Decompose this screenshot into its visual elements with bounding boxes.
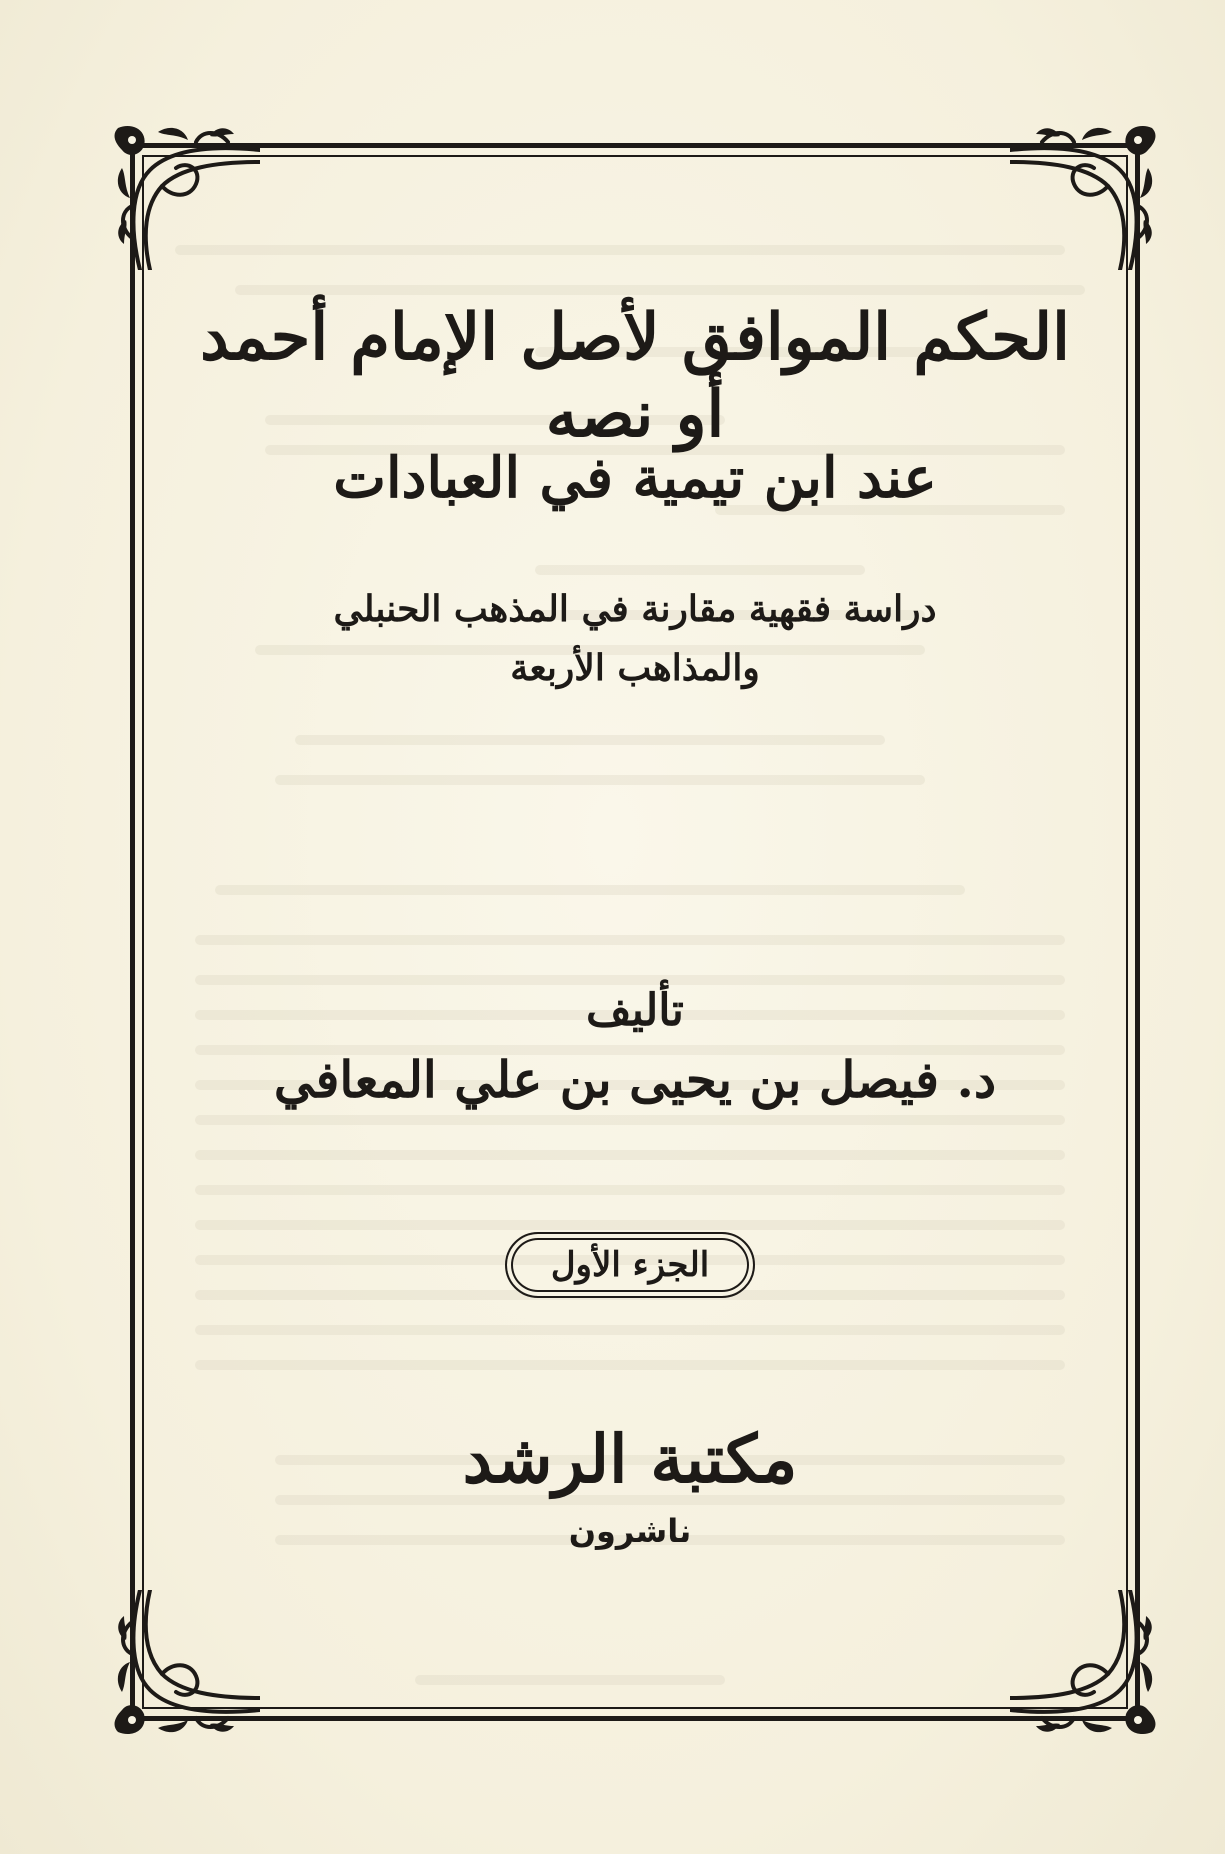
book-title: الحكم الموافق لأصل الإمام أحمد أو نصه [200,300,1070,452]
floral-corner-icon [110,1590,260,1740]
floral-corner-icon [110,120,260,270]
study-description [170,580,1100,699]
book-subtitle: عند ابن تيمية في العبادات [333,445,937,511]
author-name: د. فيصل بن يحيى بن علي المعافي [273,1050,997,1109]
study-line-2: والمذاهب الأربعة [510,647,760,690]
floral-corner-icon [1010,1590,1160,1740]
study-line-1: دراسة فقهية مقارنة في المذهب الحنبلي [333,588,937,630]
author-label: تأليف [586,985,684,1036]
volume-badge: الجزء الأول [505,1232,755,1298]
publisher-name: مكتبة الرشد [462,1420,798,1498]
floral-corner-icon [1010,120,1160,270]
publisher-tagline: ناشرون [568,1512,692,1550]
